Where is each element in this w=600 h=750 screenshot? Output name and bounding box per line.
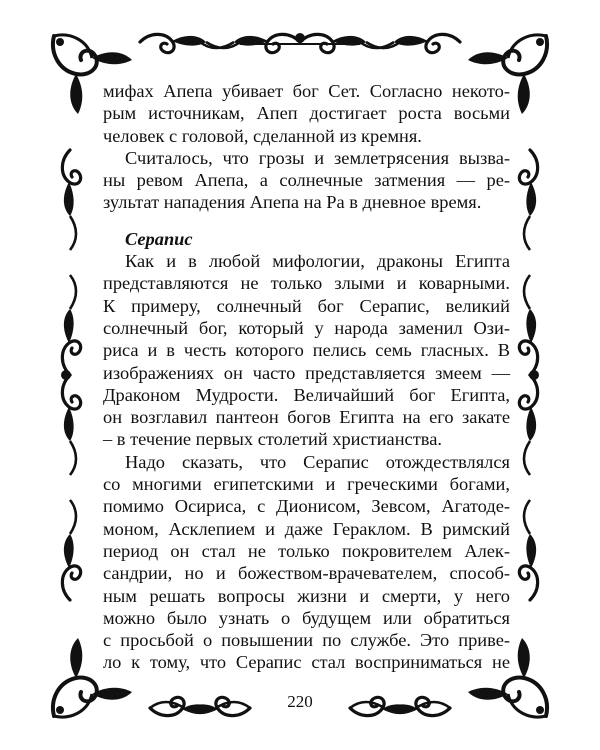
text-line: период он стал не только покровителем Алек- — [103, 540, 510, 561]
left-border-ornament — [61, 150, 81, 600]
text-line: сандрии, но и божеством-врачевателем, способ- — [103, 563, 510, 584]
page-number: 220 — [287, 692, 313, 711]
paragraph-serapis-identity — [103, 451, 510, 674]
paragraph-serapis-intro — [103, 250, 510, 451]
text-line: мифах Апепа убивает бог Сет. Согласно некото- — [103, 81, 510, 101]
text-line: помимо Осириса, с Дионисом, Зевсом, Агатоде- — [103, 496, 510, 517]
text-line: с просьбой о повышении по службе. Это приве- — [103, 630, 510, 651]
text-line: риса и в честь которого пелись семь гласных. В — [103, 340, 510, 361]
top-border-ornament — [140, 33, 460, 53]
text-line: Считалось, что грозы и землетрясения вызва- — [125, 147, 510, 168]
text-line: Надо сказать, что Серапис отождествлялся — [125, 451, 510, 472]
text-line: моном, Асклепием и даже Гераклом. В римский — [103, 518, 510, 539]
text-line: изображениях он часто представляется змеем — — [103, 362, 510, 383]
body-text — [103, 80, 510, 674]
text-line: он возглавил пантеон богов Египта на его закате — [103, 407, 510, 428]
text-line: ны ревом Апепа, а солнечные затмения — ре- — [103, 170, 510, 191]
text-line: Драконом Мудрости. Величайший бог Египта, — [103, 384, 510, 405]
right-border-ornament — [519, 150, 539, 600]
text-line: Как и в любой мифологии, драконы Египта — [125, 251, 510, 272]
text-line: можно было узнать о будущем или обратиться — [103, 607, 510, 628]
text-line: зультат нападения Апепа на Ра в дневное время. — [103, 192, 482, 213]
paragraph-storms — [103, 147, 510, 214]
text-line: рым источникам, Апеп достигает роста восьми — [103, 103, 510, 124]
text-line: ло к тому, что Серапис стал восприниматься не — [103, 652, 510, 673]
text-line: К примеру, солнечный бог Серапис, великий — [103, 295, 510, 316]
text-line: со многими египетскими и греческими богами, — [103, 474, 510, 495]
text-line: солнечный бог, который у народа заменил Ози- — [103, 317, 510, 338]
paragraph-continued — [103, 80, 510, 147]
text-line: представляются не только злыми и коварными. — [103, 273, 510, 294]
text-line: человек с головой, сделанной из кремня. — [103, 125, 422, 146]
section-heading: Серапис — [125, 228, 193, 249]
text-line: – в течение первых столетий христианства. — [103, 429, 442, 450]
text-line: ным решать вопросы жизни и смерти, у него — [103, 585, 510, 606]
